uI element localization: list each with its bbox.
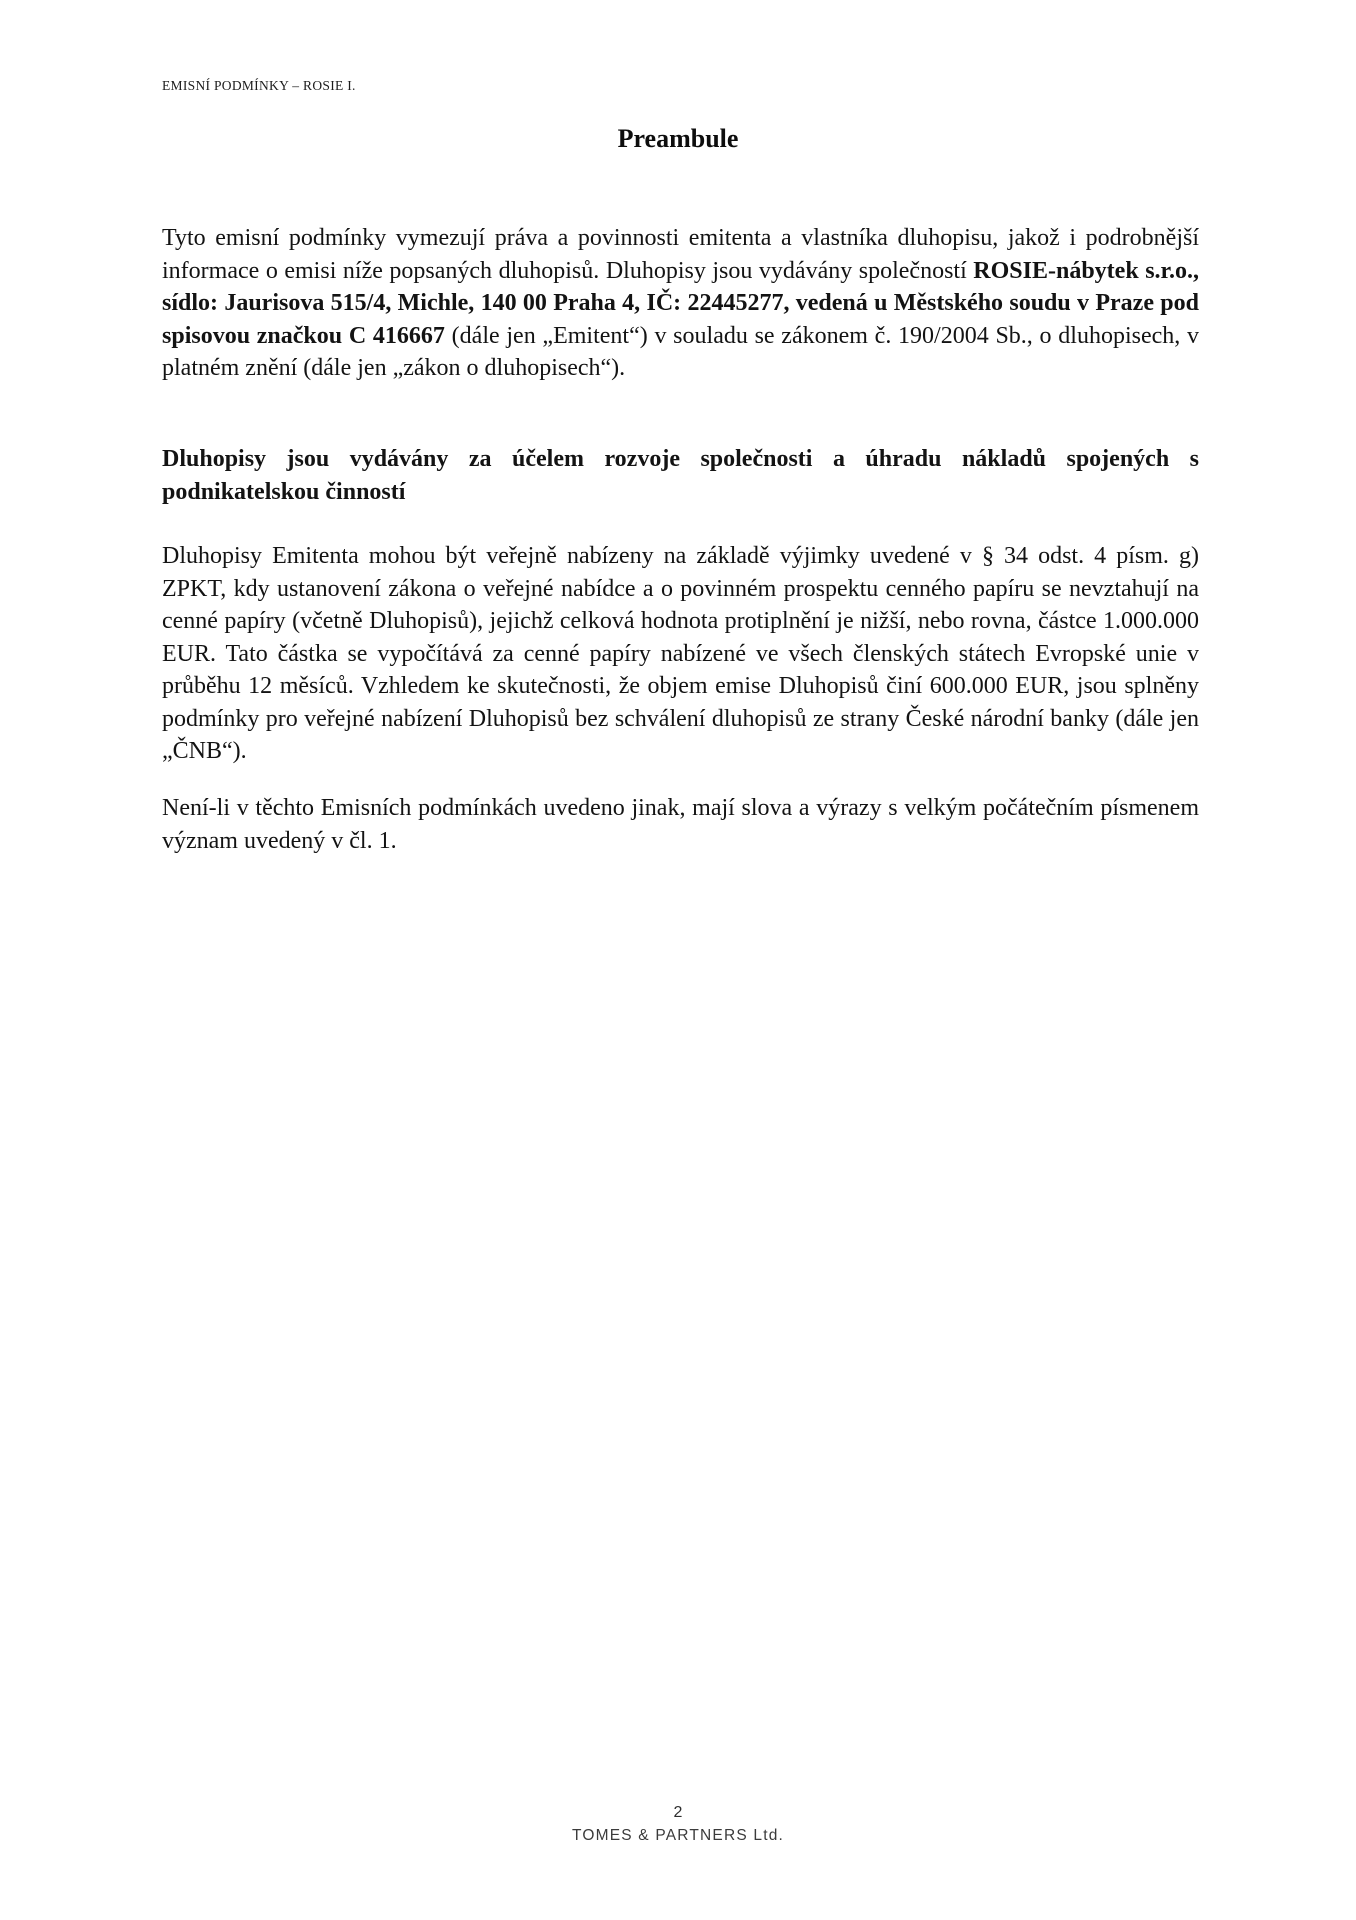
paragraph-intro — [162, 222, 1199, 385]
text-run: Tyto emisní podmínky vymezují práva a povinnosti emitenta a vlastníka dluhopisu, jakož i podrobnější informace o emisi níže popsaných dluhopisů. Dluhopisy jsou vydávány společností — [162, 225, 1199, 284]
paragraph-public-offer-exemption — [162, 540, 1199, 768]
text-run: Není-li v těchto Emisních podmínkách uvedeno jinak, mají slova a výrazy s velkým počátečním písmenem význam uvedený v čl. 1. — [162, 795, 1199, 854]
text-run: ROSIE-nábytek s.r.o., sídlo: Jaurisova 515/4, Michle, 140 00 Praha 4, IČ: 22445277, vedená u Městského soudu v Praze pod spisovou značkou C 416667 — [162, 257, 1200, 349]
text-run: (dále jen „Emitent“) v souladu se zákonem č. 190/2004 Sb., o dluhopisech, v platném znění (dále jen „zákon o dluhopisech“). — [162, 322, 1199, 381]
paragraph-definitions-reference — [162, 792, 1199, 857]
text-run: Dluhopisy jsou vydávány za účelem rozvoje společnosti a úhradu nákladů spojených s podnikatelskou činností — [162, 446, 1199, 505]
text-run: Dluhopisy Emitenta mohou být veřejně nabízeny na základě výjimky uvedené v § 34 odst. 4 písm. g) ZPKT, kdy ustanovení zákona o veřejné nabídce a o povinném prospektu cenného papíru se nevztahují na cenné papíry (včetně Dluhopisů), jejichž celková hodnota protiplnění je nižší, nebo rovna, částce 1.000.000 EUR. Tato částka se vypočítává za cenné papíry nabízené ve všech členských státech Evropské unie v průběhu 12 měsíců. Vzhledem ke skutečnosti, že objem emise Dluhopisů činí 600.000 EUR, jsou splněny podmínky pro veřejné nabízení Dluhopisů bez schválení dluhopisů ze strany České národní banky (dále jen „ČNB“). — [162, 543, 1199, 764]
footer-company: TOMES & PARTNERS Ltd. — [571, 1827, 785, 1844]
running-header: EMISNÍ PODMÍNKY – ROSIE I. — [162, 78, 356, 93]
paragraph-purpose — [162, 443, 1199, 508]
page-title: Preambule — [617, 124, 739, 153]
page-number: 2 — [673, 1804, 683, 1821]
